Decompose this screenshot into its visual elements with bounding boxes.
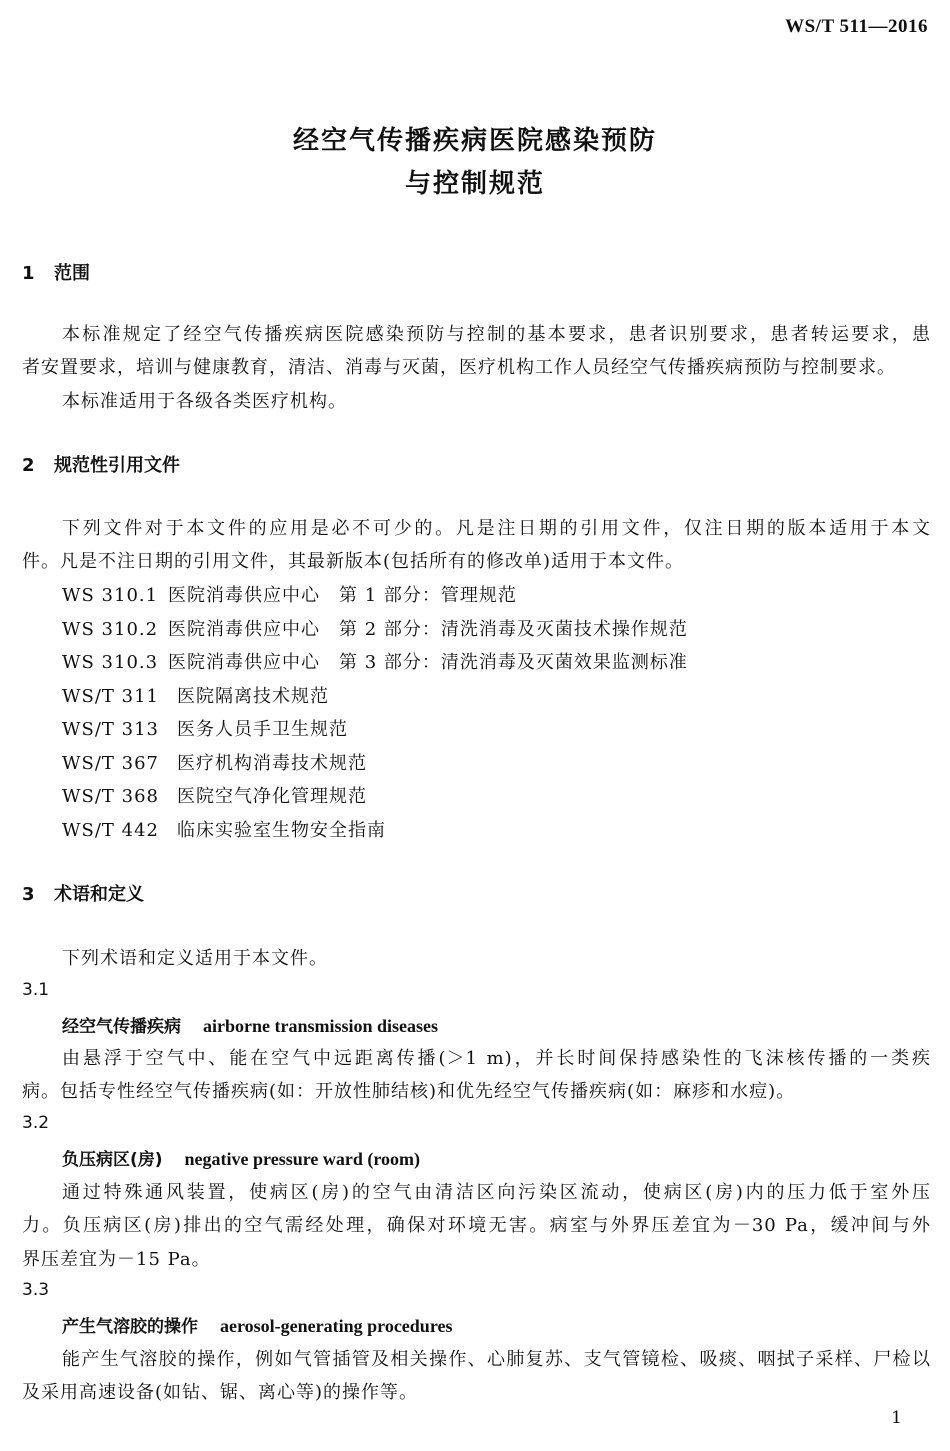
- reference-code: WS 310.1: [62, 585, 159, 606]
- standard-code-header: WS/T 511—2016: [785, 16, 928, 37]
- references-intro-line1: 下列文件对于本文件的应用是必不可少的。凡是注日期的引用文件，仅注日期的版本适用于本文: [62, 518, 931, 539]
- reference-code: WS/T 368: [62, 786, 159, 807]
- term-english: airborne transmission diseases: [203, 1016, 439, 1036]
- document-title-line1: 经空气传播疾病医院感染预防: [292, 126, 657, 156]
- term-definition-line1: 通过特殊通风装置，使病区(房)的空气由清洁区向污染区流动，使病区(房)内的压力低于室外压: [62, 1182, 931, 1203]
- term-definition-line1: 由悬浮于空气中、能在空气中远距离传播(＞1 m)，并长时间保持感染性的飞沫核传播的一类疾: [62, 1048, 931, 1069]
- term-heading: [62, 1012, 438, 1037]
- reference-item: [62, 715, 348, 741]
- reference-title: 医务人员手卫生规范: [177, 719, 348, 740]
- term-english: negative pressure ward (room): [184, 1149, 421, 1169]
- term-definition-line1: 能产生气溶胶的操作，例如气管插管及相关操作、心肺复苏、支气管镜检、吸痰、咽拭子采样、尸检以: [62, 1349, 931, 1370]
- term-heading: [62, 1312, 452, 1337]
- term-definition-line2: 力。负压病区(房)排出的空气需经处理，确保对环境无害。病室与外界压差宜为－30 Pa，缓冲间与外: [22, 1215, 931, 1236]
- section-title: 范围: [54, 263, 90, 284]
- reference-code: WS/T 313: [62, 719, 159, 740]
- reference-item: [62, 581, 517, 607]
- term-chinese: 负压病区(房): [62, 1150, 163, 1170]
- reference-title: 医院消毒供应中心 第 1 部分：管理规范: [168, 585, 517, 606]
- section-1-heading: [22, 259, 90, 285]
- term-chinese: 经空气传播疾病: [62, 1017, 181, 1037]
- term-definition-line3: 界压差宜为－15 Pa。: [22, 1249, 211, 1270]
- term-english: aerosol-generating procedures: [220, 1316, 453, 1336]
- reference-item: [62, 648, 688, 674]
- term-heading: [62, 1145, 420, 1170]
- section-title: 规范性引用文件: [54, 455, 180, 476]
- reference-item: [62, 682, 329, 708]
- section-number: 2: [22, 455, 35, 476]
- section-number: 3: [22, 884, 35, 905]
- reference-title: 医院隔离技术规范: [177, 686, 329, 707]
- page-number: 1: [891, 1408, 902, 1428]
- scope-paragraph-line2: 者安置要求，培训与健康教育，清洁、消毒与灭菌，医疗机构工作人员经空气传播疾病预防与控制要求。: [22, 357, 896, 378]
- reference-code: WS/T 311: [62, 686, 159, 707]
- references-intro-line2: 件。凡是不注日期的引用文件，其最新版本(包括所有的修改单)适用于本文件。: [22, 551, 685, 572]
- reference-title: 医院消毒供应中心 第 2 部分：清洗消毒及灭菌技术操作规范: [168, 619, 688, 640]
- section-number: 1: [22, 263, 35, 284]
- section-2-heading: [22, 451, 180, 477]
- reference-item: [62, 615, 688, 641]
- terms-intro: 下列术语和定义适用于本文件。: [62, 948, 328, 969]
- reference-code: WS/T 367: [62, 753, 159, 774]
- reference-title: 临床实验室生物安全指南: [177, 820, 386, 841]
- reference-code: WS 310.2: [62, 619, 159, 640]
- term-number: 3.3: [22, 1280, 50, 1300]
- reference-item: [62, 782, 367, 808]
- reference-item: [62, 749, 367, 775]
- scope-applicability: 本标准适用于各级各类医疗机构。: [62, 391, 347, 412]
- reference-code: WS/T 442: [62, 820, 159, 841]
- reference-item: [62, 816, 386, 842]
- term-chinese: 产生气溶胶的操作: [62, 1317, 198, 1337]
- reference-title: 医院空气净化管理规范: [177, 786, 367, 807]
- reference-title: 医院消毒供应中心 第 3 部分：清洗消毒及灭菌效果监测标准: [168, 652, 688, 673]
- term-definition-line2: 及采用高速设备(如钻、锯、离心等)的操作等。: [22, 1382, 419, 1403]
- scope-paragraph-line1: 本标准规定了经空气传播疾病医院感染预防与控制的基本要求，患者识别要求，患者转运要求，患: [62, 324, 931, 345]
- term-definition-line2: 病。包括专性经空气传播疾病(如：开放性肺结核)和优先经空气传播疾病(如：麻疹和水痘)。: [22, 1081, 796, 1102]
- document-title-line2: 与控制规范: [404, 169, 545, 199]
- term-number: 3.1: [22, 980, 50, 1000]
- reference-code: WS 310.3: [62, 652, 159, 673]
- section-title: 术语和定义: [54, 884, 144, 905]
- section-3-heading: [22, 880, 144, 906]
- term-number: 3.2: [22, 1113, 50, 1133]
- reference-title: 医疗机构消毒技术规范: [177, 753, 367, 774]
